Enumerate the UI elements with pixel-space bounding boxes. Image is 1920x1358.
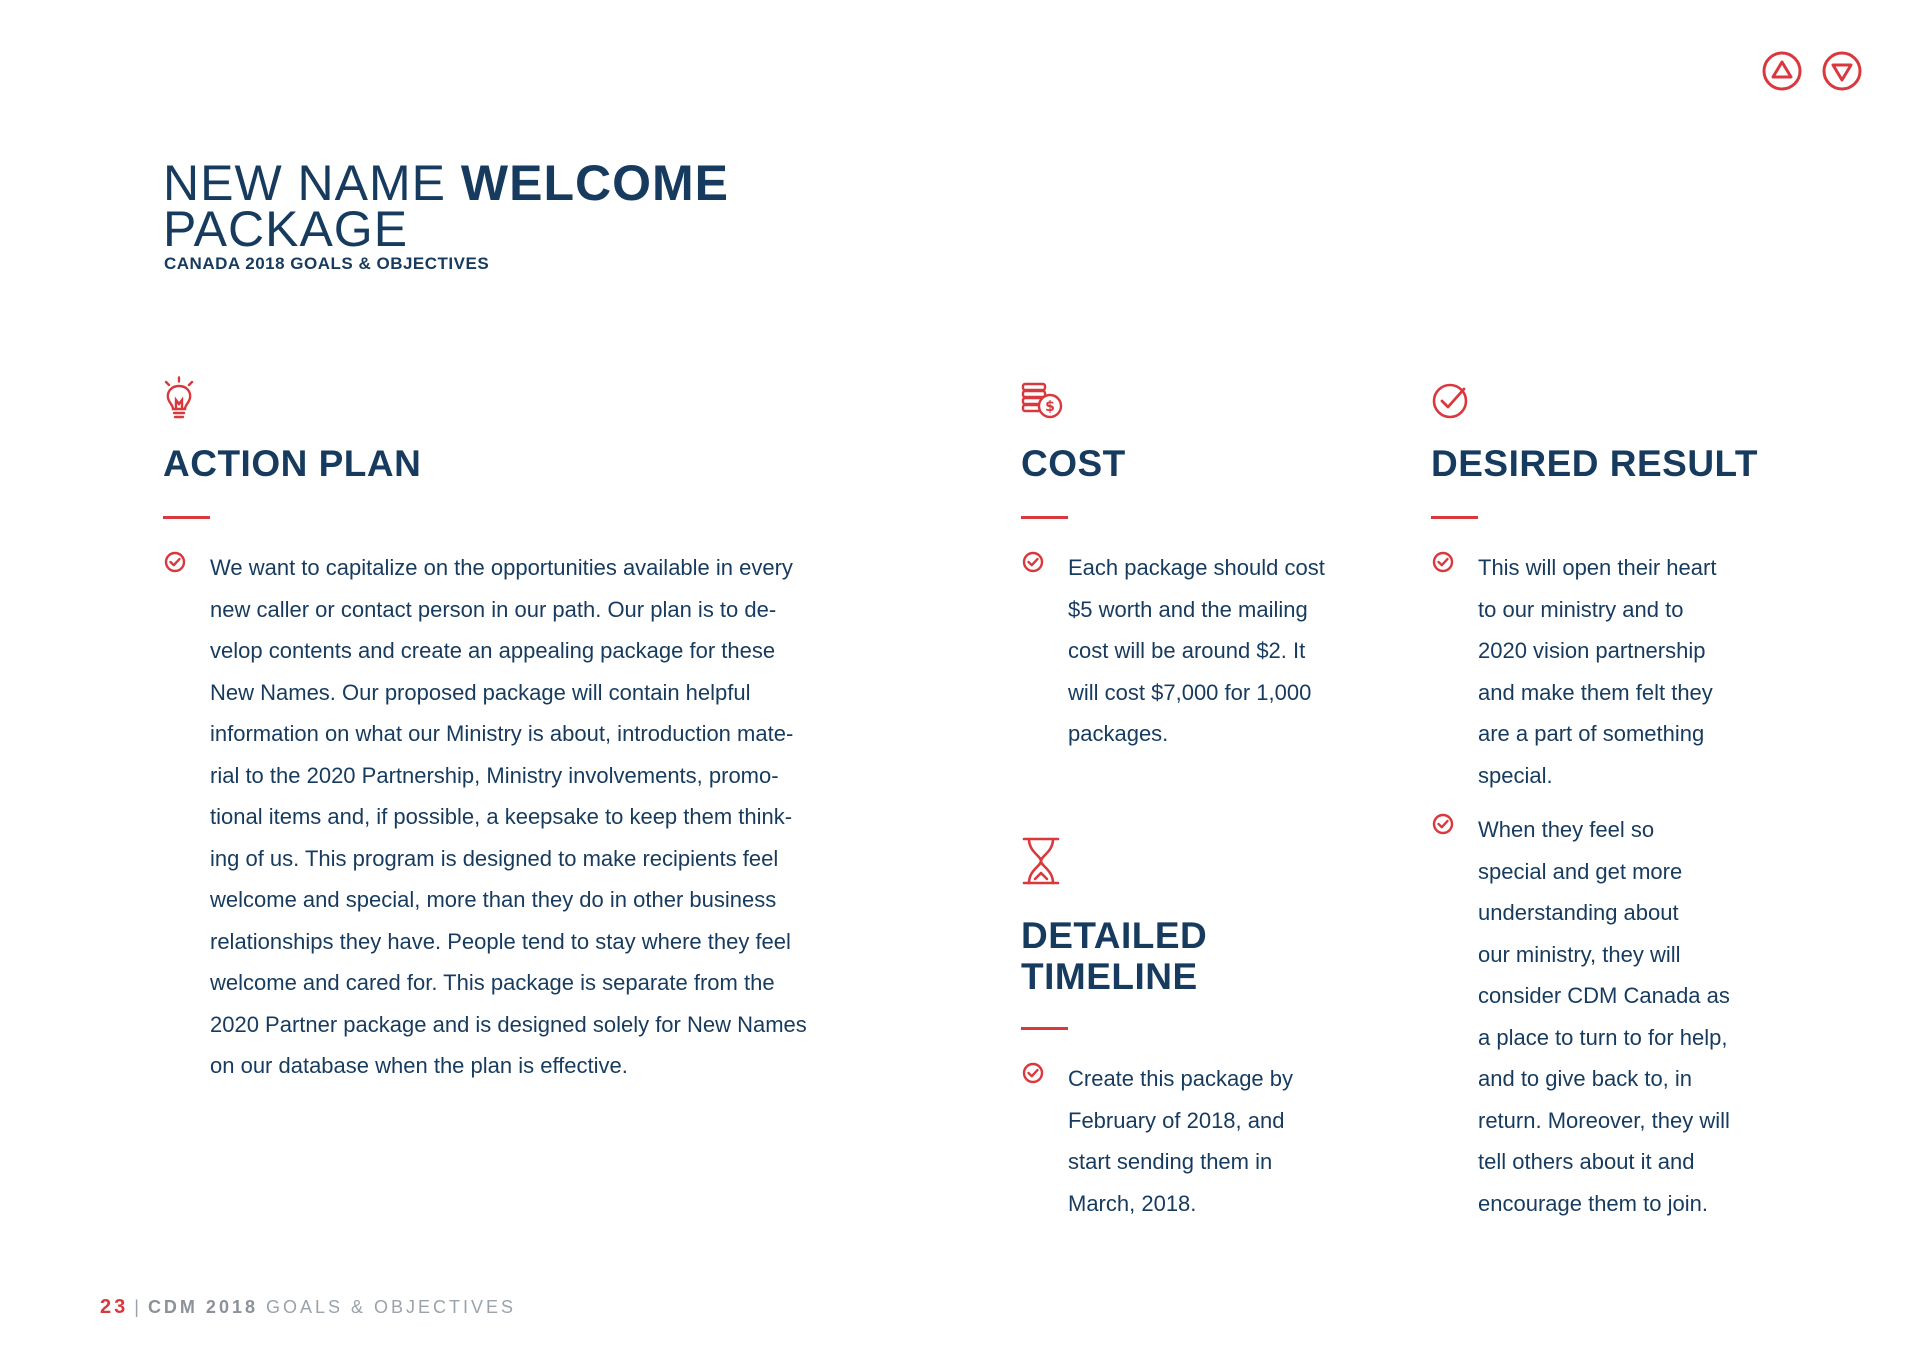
desired-result-text-1: This will open their heart to our ministry and to 2020 vision partnership and make them felt they are a part of something special. <box>1478 555 1717 788</box>
footer-label: GOALS & OBJECTIVES <box>266 1297 517 1317</box>
check-circle-icon <box>1022 551 1044 573</box>
timeline-rule <box>1021 1027 1068 1030</box>
coins-icon <box>1020 381 1064 421</box>
title-bold: WELCOME <box>460 155 729 211</box>
action-plan-heading: ACTION PLAN <box>163 443 422 484</box>
action-plan-text: We want to capitalize on the opportunities available in every new caller or contact person in our path. Our plan is to de- velop contents and create an appealing package for these New Names. Our proposed package will contain helpful information on what our Ministry is about, introduction mate- rial to the 2020 Partnership, Ministry involvements, promo- tional items and, if possible, a keepsake to keep them think- ing of us. This program is designed to make recipients feel welcome and special, more than they do in other business relationships they have. People tend to stay where they feel welcome and cared for. This package is separate from the 2020 Partner package and is designed solely for New Names on our database when the plan is effective. <box>210 555 807 1078</box>
desired-result-heading: DESIRED RESULT <box>1431 443 1759 484</box>
hourglass-icon <box>1021 836 1061 886</box>
desired-result-text-2: When they feel so special and get more understanding about our ministry, they will consider CDM Canada as a place to turn to for help, and to give back to, in return. Moreover, they will tell others about it and encourage them to join. <box>1478 817 1730 1216</box>
triangle-down-circle-icon[interactable] <box>1822 51 1862 91</box>
lightbulb-icon <box>161 376 197 422</box>
timeline-heading: DETAILED TIMELINE <box>1021 915 1208 997</box>
footer-separator: | <box>134 1297 142 1317</box>
cost-rule <box>1021 516 1068 519</box>
page-footer <box>100 1296 516 1319</box>
check-circle-icon <box>1432 551 1454 573</box>
timeline-text: Create this package by February of 2018, and start sending them in March, 2018. <box>1068 1066 1294 1216</box>
footer-brand: CDM 2018 <box>147 1297 258 1317</box>
cost-text: Each package should cost $5 worth and the mailing cost will be around $2. It will cost $7,000 for 1,000 packages. <box>1068 555 1325 746</box>
check-circle-icon <box>1022 1062 1044 1084</box>
desired-result-rule <box>1431 516 1478 519</box>
svg-text:$: $ <box>1045 399 1055 415</box>
cost-heading: COST <box>1021 443 1126 484</box>
check-circle-icon <box>1432 813 1454 835</box>
page-title <box>163 155 729 257</box>
page-number: 23 <box>100 1296 129 1318</box>
check-circle-icon <box>164 551 186 573</box>
triangle-up-circle-icon[interactable] <box>1762 51 1802 91</box>
action-plan-rule <box>163 516 210 519</box>
title-light: NEW NAME <box>163 155 446 211</box>
title-line2: PACKAGE <box>163 201 409 257</box>
page-subtitle: CANADA 2018 GOALS & OBJECTIVES <box>164 254 490 273</box>
check-circle-icon <box>1431 380 1471 420</box>
